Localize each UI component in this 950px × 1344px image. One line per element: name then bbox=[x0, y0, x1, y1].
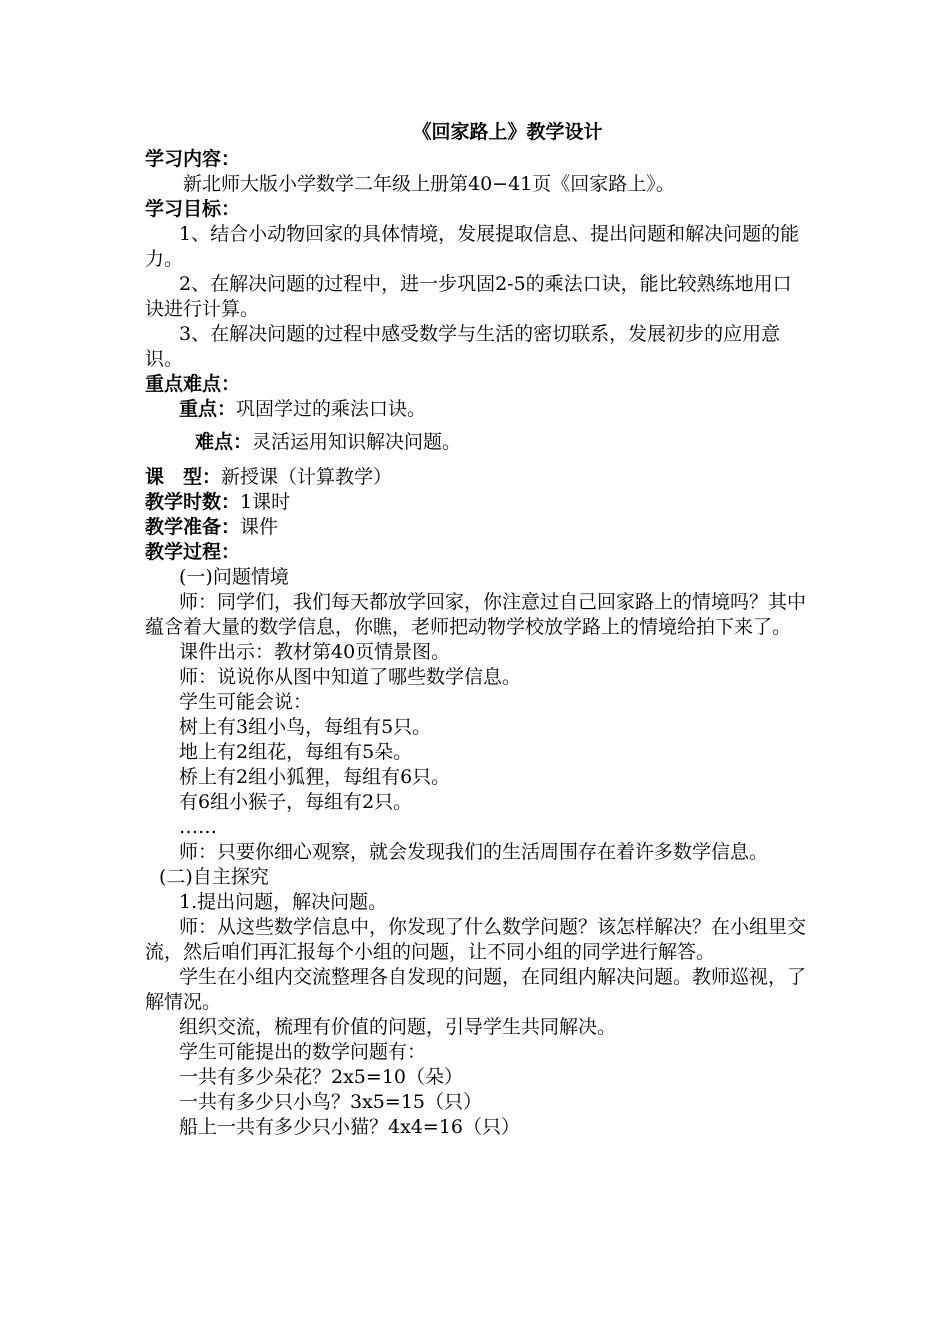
paragraph: 师：说说你从图中知道了哪些数学信息。 bbox=[179, 666, 522, 688]
paragraph: 师：同学们，我们每天都放学回家，你注意过自己回家路上的情境吗？其中蕴含着大量的数学信息，你瞧，老师把动物学校放学路上的情境给拍下来了。 bbox=[145, 591, 807, 638]
difficulty-point bbox=[145, 430, 810, 455]
type-label: 课 型： bbox=[145, 466, 222, 488]
hours-label: 教学时数： bbox=[145, 491, 241, 513]
prep-label: 教学准备： bbox=[145, 516, 241, 538]
paragraph: 师：从这些数学信息中，你发现了什么数学问题？该怎样解决？在小组里交流，然后咱们再汇报每个小组的问题，让不同小组的同学进行解答。 bbox=[145, 916, 807, 963]
key-heading: 重点难点： bbox=[145, 373, 241, 395]
section-title: (一)问题情境 bbox=[179, 566, 289, 588]
paragraph: 地上有2组花，每组有5朵。 bbox=[179, 741, 413, 763]
paragraph: 课件出示：教材第40页情景图。 bbox=[179, 641, 451, 663]
paragraph: 学生可能提出的数学问题有： bbox=[179, 1041, 427, 1063]
document-title: 《回家路上》教学设计 bbox=[412, 121, 603, 143]
paragraph: …… bbox=[179, 816, 217, 838]
objective-item: 3、在解决问题的过程中感受数学与生活的密切联系，发展初步的应用意识。 bbox=[145, 323, 781, 370]
objective-item: 2、在解决问题的过程中，进一步巩固2-5的乘法口诀，能比较熟练地用口诀进行计算。 bbox=[145, 273, 792, 320]
paragraph: 一共有多少朵花？2x5=10（朵） bbox=[179, 1066, 463, 1088]
paragraph: 有6组小猴子，每组有2只。 bbox=[179, 791, 413, 813]
process-heading: 教学过程： bbox=[145, 541, 241, 563]
paragraph: 学生可能会说： bbox=[179, 691, 313, 713]
paragraph: 组织交流，梳理有价值的问题，引导学生共同解决。 bbox=[179, 1016, 617, 1038]
type-text: 新授课（计算教学） bbox=[221, 466, 393, 488]
hours-line bbox=[145, 490, 810, 515]
objectives-heading: 学习目标： bbox=[145, 198, 241, 220]
prep-text: 课件 bbox=[240, 516, 279, 538]
content-text: 新北师大版小学数学二年级上册第40−41页《回家路上》。 bbox=[183, 173, 675, 195]
document-page bbox=[145, 120, 810, 1140]
paragraph: 学生在小组内交流整理各自发现的问题，在同组内解决问题。教师巡视，了解情况。 bbox=[145, 966, 807, 1013]
paragraph: 1.提出问题，解决问题。 bbox=[179, 891, 388, 913]
paragraph: 师：只要你细心观察，就会发现我们的生活周围存在着许多数学信息。 bbox=[179, 841, 769, 863]
type-line bbox=[145, 465, 810, 490]
paragraph: 树上有3组小鸟，每组有5只。 bbox=[179, 716, 432, 738]
content-heading: 学习内容： bbox=[145, 148, 241, 170]
difficulty-text: 灵活运用知识解决问题。 bbox=[252, 431, 462, 453]
hours-text: 1课时 bbox=[240, 491, 291, 513]
paragraph: 一共有多少只小鸟？3x5=15（只） bbox=[179, 1091, 482, 1113]
difficulty-label: 难点： bbox=[195, 431, 253, 453]
objective-item: 1、结合小动物回家的具体情境，发展提取信息、提出问题和解决问题的能力。 bbox=[145, 223, 800, 270]
paragraph: 桥上有2组小狐狸，每组有6只。 bbox=[179, 766, 451, 788]
prep-line bbox=[145, 515, 810, 540]
key-text: 巩固学过的乘法口诀。 bbox=[236, 398, 427, 420]
key-point bbox=[145, 397, 810, 422]
paragraph: 船上一共有多少只小猫？4x4=16（只） bbox=[179, 1116, 520, 1138]
key-label: 重点： bbox=[179, 398, 237, 420]
section-title: (二)自主探究 bbox=[159, 866, 269, 888]
